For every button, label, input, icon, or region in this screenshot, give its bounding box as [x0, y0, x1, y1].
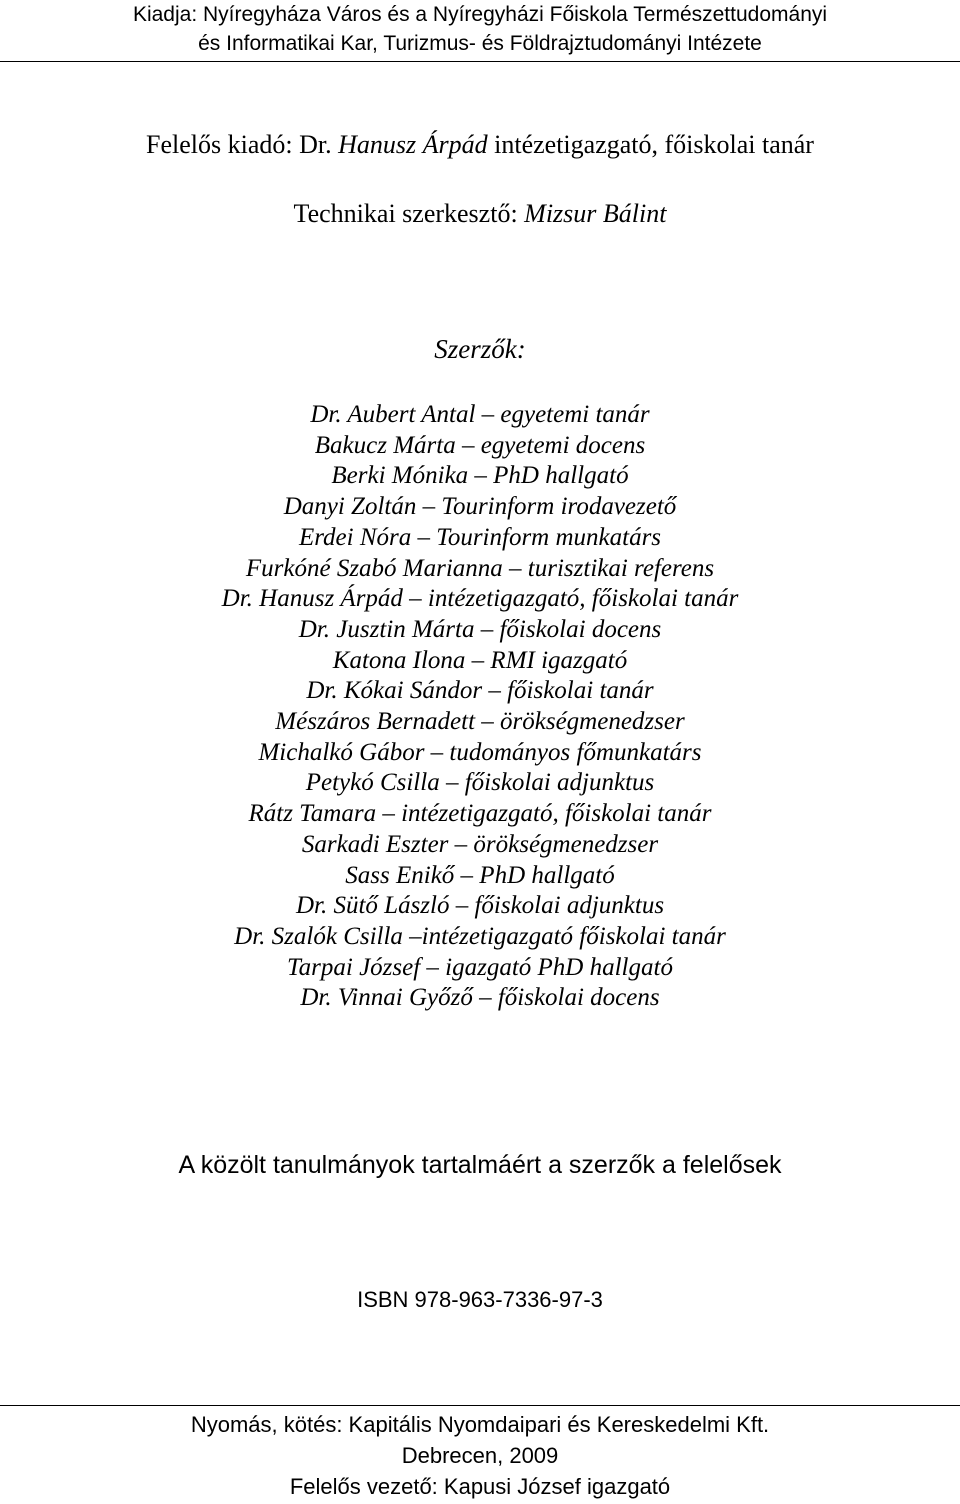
author-item: Erdei Nóra – Tourinform munkatárs	[298, 523, 662, 551]
responsible-publisher	[0, 128, 960, 162]
printer-line-2: Debrecen, 2009	[401, 1443, 559, 1468]
author-item: Berki Mónika – PhD hallgató	[331, 462, 629, 490]
author-item: Sarkadi Eszter – örökségmenedzser	[301, 830, 659, 858]
author-item: Furkóné Szabó Marianna – turisztikai referens	[245, 554, 715, 582]
author-item: Dr. Vinnai Győző – főiskolai docens	[300, 984, 660, 1012]
author-item: Mészáros Bernadett – örökségmenedzser	[275, 708, 685, 736]
author-item: Dr. Jusztin Márta – főiskolai docens	[298, 615, 662, 643]
publisher-header	[0, 0, 960, 58]
responsible-publisher-name: Hanusz Árpád	[338, 130, 488, 159]
author-item: Bakucz Márta – egyetemi docens	[314, 431, 646, 459]
responsibility-disclaimer: A közölt tanulmányok tartalmáért a szerzők a felelősek	[178, 1151, 782, 1179]
footer-divider	[0, 1405, 960, 1406]
header-line-1: Kiadja: Nyíregyháza Város és a Nyíregyházi Főiskola Természettudományi	[132, 3, 828, 26]
author-item: Dr. Szalók Csilla –intézetigazgató főiskolai tanár	[234, 922, 726, 950]
technical-editor-label: Technikai szerkesztő:	[293, 199, 525, 228]
author-item: Dr. Hanusz Árpád – intézetigazgató, főiskolai tanár	[221, 585, 739, 613]
printer-line-1: Nyomás, kötés: Kapitális Nyomdaipari és Kereskedelmi Kft.	[190, 1412, 770, 1437]
author-item: Rátz Tamara – intézetigazgató, főiskolai tanár	[248, 800, 712, 828]
author-item: Danyi Zoltán – Tourinform irodavezető	[283, 493, 677, 521]
author-item: Katona Ilona – RMI igazgató	[332, 646, 628, 674]
author-item: Dr. Sütő László – főiskolai adjunktus	[295, 892, 665, 920]
printer-line-3: Felelős vezető: Kapusi József igazgató	[289, 1474, 671, 1499]
isbn-number: ISBN 978-963-7336-97-3	[357, 1287, 603, 1312]
author-item: Michalkó Gábor – tudományos főmunkatárs	[258, 738, 702, 766]
author-item: Tarpai József – igazgató PhD hallgató	[287, 953, 673, 981]
header-divider	[0, 61, 960, 62]
author-item: Dr. Aubert Antal – egyetemi tanár	[310, 401, 650, 428]
responsible-publisher-role: intézetigazgató, főiskolai tanár	[487, 130, 814, 159]
author-item: Dr. Kókai Sándor – főiskolai tanár	[306, 677, 654, 705]
technical-editor	[0, 197, 960, 231]
authors-heading: Szerzők:	[434, 334, 526, 364]
responsible-publisher-label: Felelős kiadó: Dr.	[146, 130, 339, 159]
authors-list	[0, 400, 960, 1014]
author-item: Sass Enikő – PhD hallgató	[345, 861, 615, 889]
author-item: Petykó Csilla – főiskolai adjunktus	[305, 769, 655, 797]
technical-editor-name: Mizsur Bálint	[524, 199, 667, 228]
header-line-2: és Informatikai Kar, Turizmus- és Földrajztudományi Intézete	[198, 32, 762, 55]
printer-info	[0, 1409, 960, 1502]
